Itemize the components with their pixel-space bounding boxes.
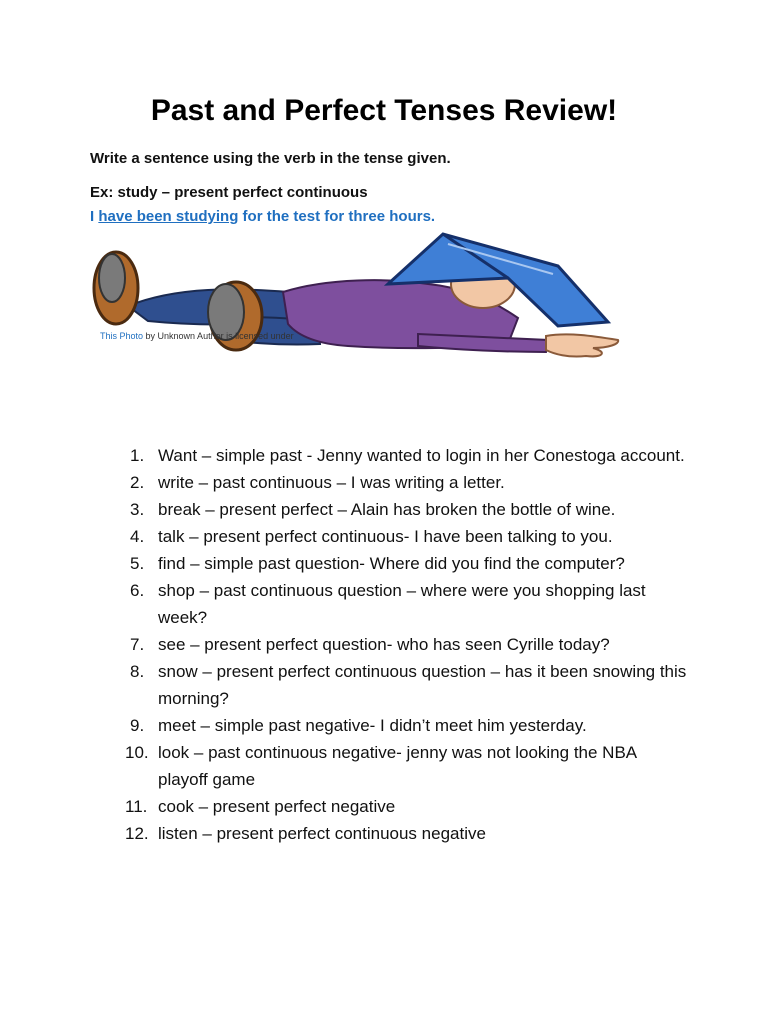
list-item [130, 496, 690, 523]
example-answer-prefix: I [90, 208, 99, 225]
example-answer-suffix: for the test for three hours. [238, 208, 436, 225]
list-item [130, 442, 690, 469]
item-text: listen – present perfect continuous negative [158, 824, 486, 843]
item-text: see – present perfect question- who has seen Cyrille today? [158, 635, 610, 654]
photo-link[interactable]: This Photo [100, 331, 144, 341]
item-number: 5. [130, 554, 145, 573]
item-text: shop – past continuous question – where were you shopping last week? [158, 581, 646, 627]
example-prompt: Ex: study – present perfect continuous [90, 184, 368, 201]
instructions: Write a sentence using the verb in the tense given. [90, 150, 451, 167]
list-item [130, 469, 690, 496]
item-number: 9. [130, 716, 145, 735]
item-number: 3. [130, 500, 145, 519]
example-answer-verb: have been studying [98, 208, 239, 225]
item-text: break – present perfect – Alain has broken the bottle of wine. [158, 500, 616, 519]
list-item [125, 793, 690, 820]
list-item [130, 712, 690, 739]
caption-text: by Unknown Author is licensed under [143, 331, 294, 341]
item-number: 11. [125, 797, 148, 816]
item-number: 2. [130, 473, 145, 492]
exercise-list [125, 442, 690, 847]
item-text: meet – simple past negative- I didn’t meet him yesterday. [158, 716, 587, 735]
page-title: Past and Perfect Tenses Review! [150, 94, 618, 127]
item-text: write – past continuous – I was writing a letter. [158, 473, 505, 492]
item-text: cook – present perfect negative [158, 797, 396, 816]
list-item [130, 631, 690, 658]
list-item [125, 739, 690, 793]
item-number: 4. [130, 527, 145, 546]
item-text: find – simple past question- Where did you find the computer? [158, 554, 625, 573]
list-item [130, 550, 690, 577]
item-number: 8. [130, 662, 145, 681]
list-item [130, 658, 690, 712]
example-answer [90, 208, 435, 225]
image-caption [100, 331, 294, 341]
sleeping-student-illustration [88, 226, 628, 376]
item-text: snow – present perfect continuous question – has it been snowing this morning? [158, 662, 687, 708]
item-text: Want – simple past - Jenny wanted to login in her Conestoga account. [158, 446, 685, 465]
item-number: 6. [130, 581, 145, 600]
item-number: 10. [125, 743, 149, 762]
item-number: 12. [125, 824, 149, 843]
list-item [130, 577, 690, 631]
item-number: 1. [130, 446, 145, 465]
item-number: 7. [130, 635, 145, 654]
item-text: look – past continuous negative- jenny was not looking the NBA playoff game [158, 743, 637, 789]
list-item [130, 523, 690, 550]
item-text: talk – present perfect continuous- I have been talking to you. [158, 527, 613, 546]
list-item [125, 820, 690, 847]
